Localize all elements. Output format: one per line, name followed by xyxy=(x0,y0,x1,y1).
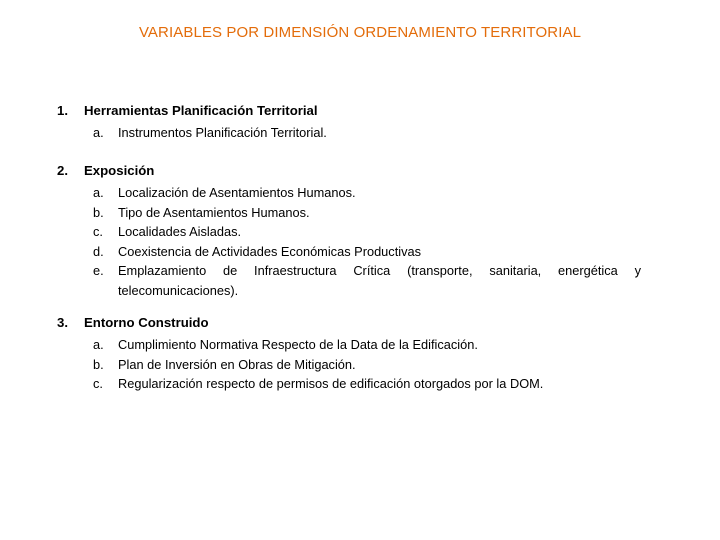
item-text: Regularización respecto de permisos de edificación otorgados por la DOM. xyxy=(118,376,544,391)
item-letter: b. xyxy=(93,356,104,372)
list-item xyxy=(0,123,720,143)
section-heading xyxy=(0,103,720,123)
item-letter: c. xyxy=(93,376,103,391)
item-letter: a. xyxy=(93,337,104,352)
item-text: Localidades Aisladas. xyxy=(118,224,242,239)
section-number: 1. xyxy=(57,103,68,118)
item-letter: e. xyxy=(93,263,104,278)
list-item xyxy=(0,374,720,394)
item-letter: a. xyxy=(93,125,104,140)
section-entorno-construido xyxy=(0,315,720,394)
item-text: Cumplimiento Normativa Respecto de la Data de la Edificación. xyxy=(118,337,478,352)
section-title: Entorno Construido xyxy=(84,315,209,330)
item-letter: b. xyxy=(93,204,104,220)
section-heading xyxy=(0,315,720,335)
item-text: Localización de Asentamientos Humanos. xyxy=(118,185,356,200)
section-heading xyxy=(0,163,720,183)
item-letter: c. xyxy=(93,224,103,239)
list-item xyxy=(0,183,720,203)
section-exposicion xyxy=(0,163,720,300)
section-herramientas xyxy=(0,103,720,143)
item-text: Instrumentos Planificación Territorial. xyxy=(118,125,327,140)
section-title: Exposición xyxy=(84,163,155,178)
item-text: Coexistencia de Actividades Económicas Productivas xyxy=(118,243,422,259)
item-letter: a. xyxy=(93,185,104,200)
list-item xyxy=(0,355,720,375)
list-item xyxy=(0,203,720,223)
item-letter: d. xyxy=(93,243,104,259)
item-text: Emplazamiento de Infraestructura Crítica (transporte, sanitaria, energética y telecomunicaciones). xyxy=(118,263,641,298)
list-item xyxy=(0,222,720,242)
page-title: VARIABLES POR DIMENSIÓN ORDENAMIENTO TERRITORIAL xyxy=(138,24,582,41)
section-number: 2. xyxy=(57,163,68,178)
item-text: Plan de Inversión en Obras de Mitigación. xyxy=(118,356,356,372)
item-text: Tipo de Asentamientos Humanos. xyxy=(118,204,310,220)
section-title: Herramientas Planificación Territorial xyxy=(84,103,318,118)
list-item xyxy=(0,261,720,300)
list-item xyxy=(0,242,720,262)
section-number: 3. xyxy=(57,315,68,330)
list-item xyxy=(0,335,720,355)
